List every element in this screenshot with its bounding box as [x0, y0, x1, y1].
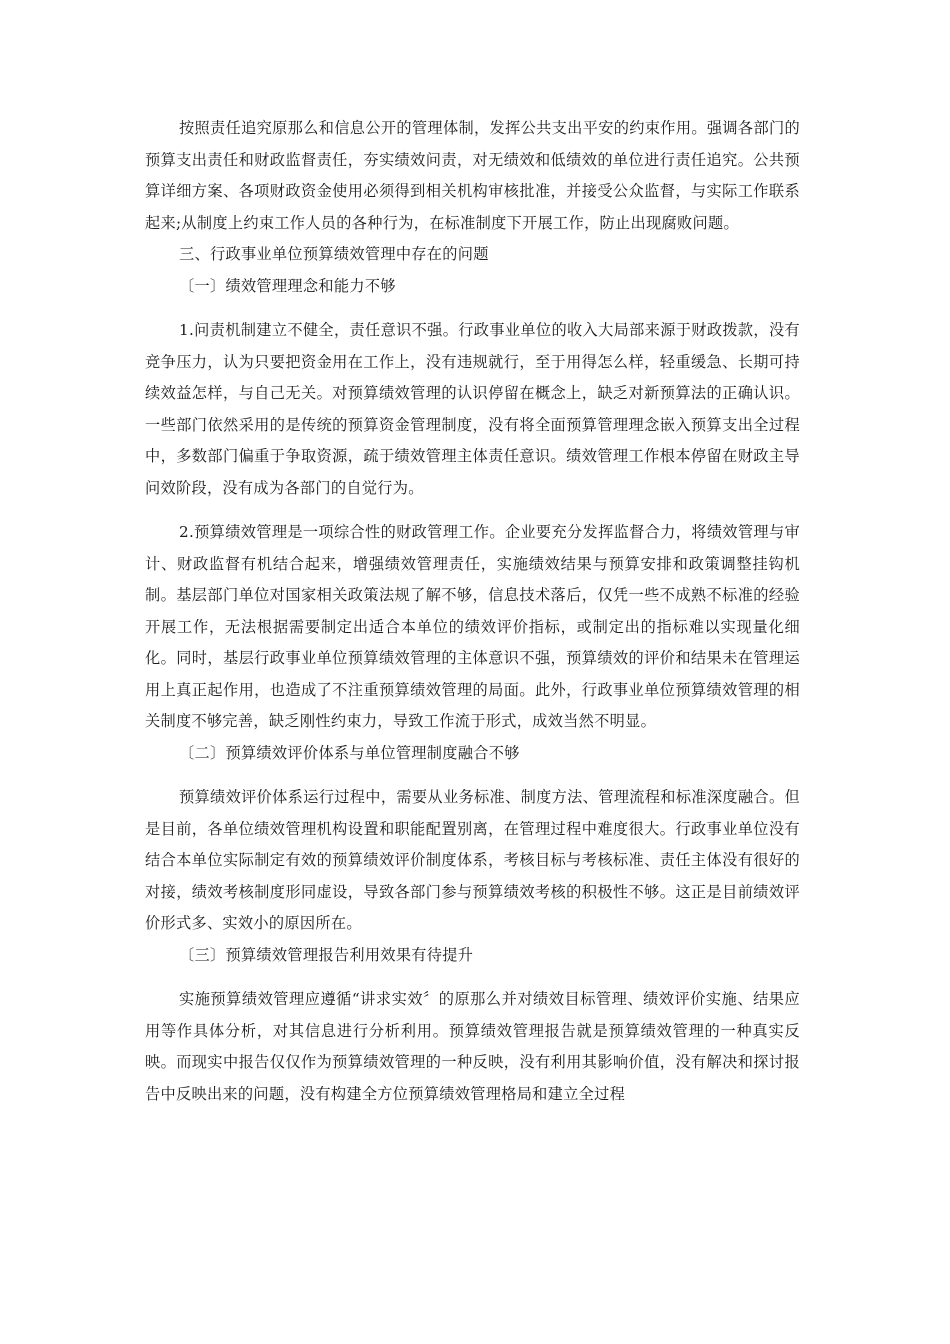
body-paragraph: 按照责任追究原那么和信息公开的管理体制，发挥公共支出平安的约束作用。强调各部门的预算支出责任和财政监督责任，夯实绩效问责，对无绩效和低绩效的单位进行责任追究。公共预算详细方案、各项财政资金使用必须得到相关机构审核批准，并接受公众监督，与实际工作联系起来;从制度上约束工作人员的各种行为，在标准制度下开展工作，防止出现腐败问题。 — [145, 119, 800, 232]
body-paragraph: 实施预算绩效管理应遵循“讲求实效〞的原那么并对绩效目标管理、绩效评价实施、结果应用等作具体分析，对其信息进行分析利用。预算绩效管理报告就是预算绩效管理的一种真实反映。而现实中报告仅仅作为预算绩效管理的一种反映，没有利用其影响价值，没有解决和探讨报告中反映出来的问题，没有构建全方位预算绩效管理格局和建立全过程 — [145, 990, 800, 1103]
document-page — [145, 113, 800, 1110]
body-paragraph: 2.预算绩效管理是一项综合性的财政管理工作。企业要充分发挥监督合力，将绩效管理与审计、财政监督有机结合起来，增强绩效管理责任，实施绩效结果与预算安排和政策调整挂钩机制。基层部门单位对国家相关政策法规了解不够，信息技术落后，仅凭一些不成熟不标准的经验开展工作，无法根据需要制定出适合本单位的绩效评价指标，或制定出的指标难以实现量化细化。同时，基层行政事业单位预算绩效管理的主体意识不强，预算绩效的评价和结果未在管理运用上真正起作用，也造成了不注重预算绩效管理的局面。此外，行政事业单位预算绩效管理的相关制度不够完善，缺乏刚性约束力，导致工作流于形式，成效当然不明显。 — [145, 523, 800, 730]
section-heading: 三、行政事业单位预算绩效管理中存在的问题 — [179, 245, 489, 263]
subsection-heading: 〔一〕绩效管理理念和能力不够 — [179, 276, 396, 295]
body-paragraph: 预算绩效评价体系运行过程中，需要从业务标准、制度方法、管理流程和标准深度融合。但是目前，各单位绩效管理机构设置和职能配置别离，在管理过程中难度很大。行政事业单位没有结合本单位实际制定有效的预算绩效评价制度体系，考核目标与考核标准、责任主体没有很好的对接，绩效考核制度形同虚设，导致各部门参与预算绩效考核的积极性不够。这正是目前绩效评价形式多、实效小的原因所在。 — [145, 788, 800, 932]
subsection-heading: 〔二〕预算绩效评价体系与单位管理制度融合不够 — [179, 743, 520, 762]
body-paragraph: 1.问责机制建立不健全，责任意识不强。行政事业单位的收入大局部来源于财政拨款，没有竞争压力，认为只要把资金用在工作上，没有违规就行，至于用得怎么样，轻重缓急、长期可持续效益怎样，与自己无关。对预算绩效管理的认识停留在概念上，缺乏对新预算法的正确认识。一些部门依然采用的是传统的预算资金管理制度，没有将全面预算管理理念嵌入预算支出全过程中，多数部门偏重于争取资源，疏于绩效管理主体责任意识。绩效管理工作根本停留在财政主导问效阶段，没有成为各部门的自觉行为。 — [145, 321, 800, 497]
subsection-heading: 〔三〕预算绩效管理报告利用效果有待提升 — [179, 945, 474, 964]
